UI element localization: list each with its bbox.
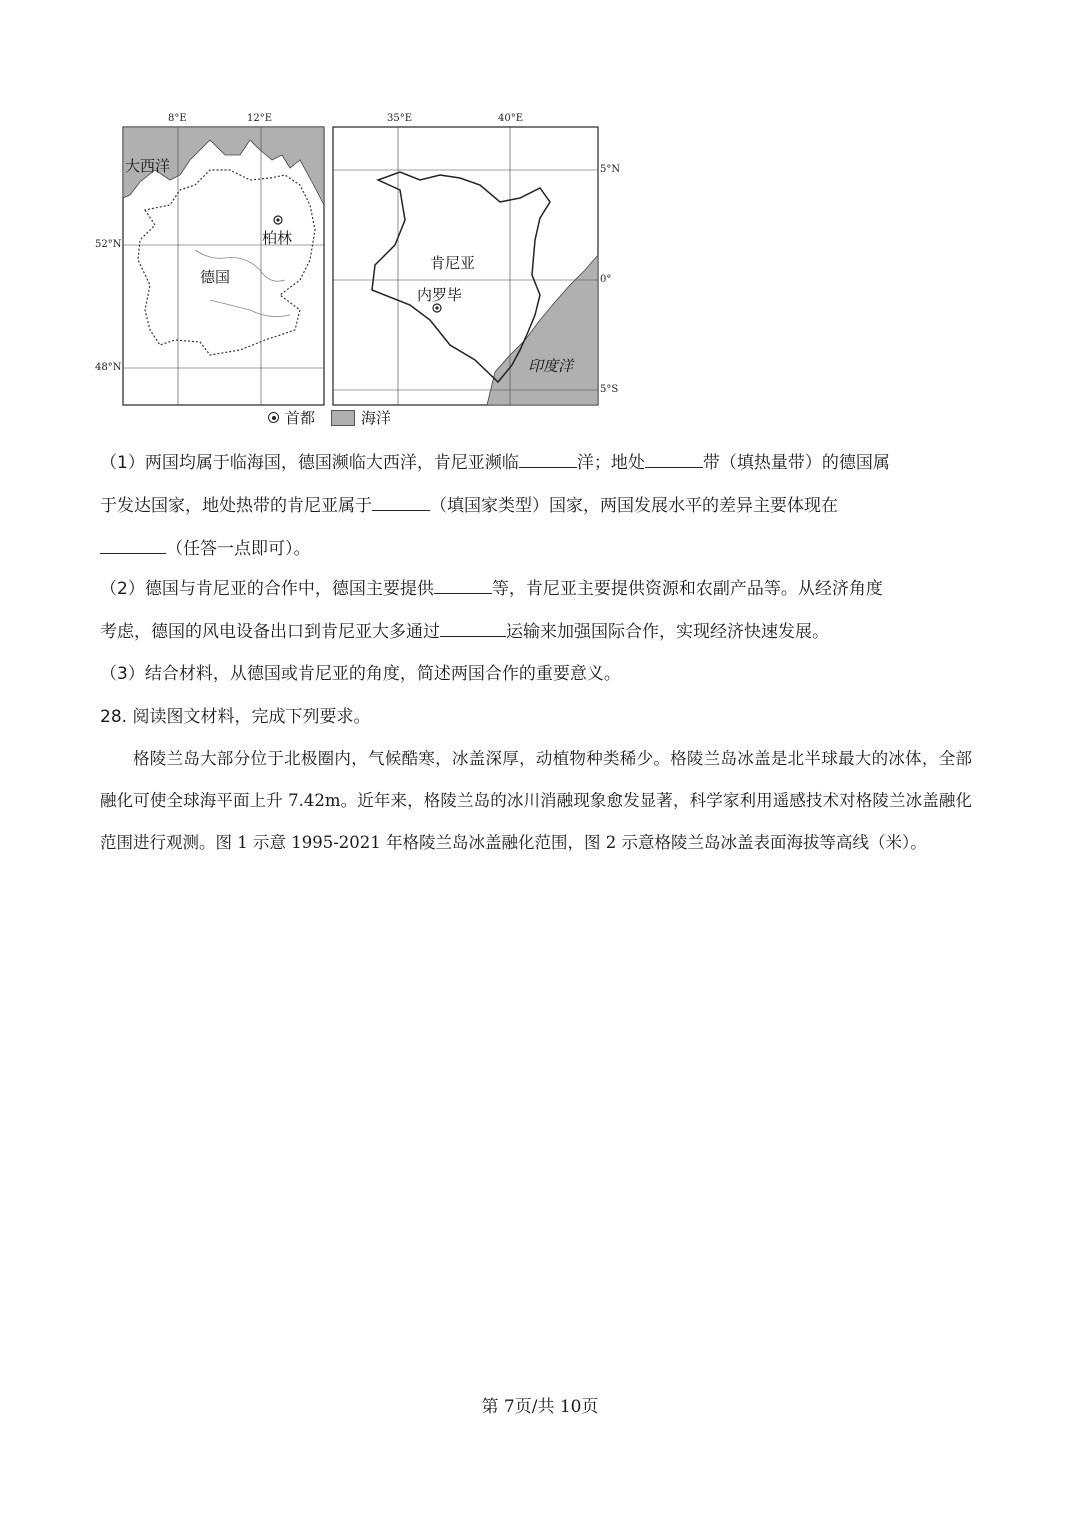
map-figure bbox=[95, 110, 640, 430]
atlantic-label: 大西洋 bbox=[125, 157, 171, 175]
q2-line-2: 考虑，德国的风电设备出口到肯尼亚大多通过 运输来加强国际合作，实现经济快速发展。 bbox=[100, 622, 829, 642]
answer-blank[interactable] bbox=[440, 620, 506, 637]
lat-label-52n: 52°N bbox=[95, 239, 122, 250]
page-footer: 第 7页/共 10页 bbox=[481, 1397, 599, 1417]
lon-label-8e: 8°E bbox=[168, 113, 187, 124]
lon-label-40e: 40°E bbox=[498, 113, 524, 124]
question-2 bbox=[100, 568, 980, 654]
lon-label-12e: 12°E bbox=[247, 113, 273, 124]
ocean-symbol-icon bbox=[331, 410, 355, 426]
answer-blank[interactable] bbox=[645, 451, 703, 468]
lat-label-0: 0° bbox=[600, 274, 612, 285]
germany-label: 德国 bbox=[200, 268, 231, 286]
q2-line-1: （2）德国与肯尼亚的合作中，德国主要提供 等，肯尼亚主要提供资源和农副产品等。从经济角度 bbox=[100, 579, 883, 599]
legend-ocean: 海洋 bbox=[361, 409, 392, 427]
answer-blank[interactable] bbox=[372, 494, 430, 511]
kenya-label: 肯尼亚 bbox=[430, 254, 476, 272]
nairobi-label: 内罗毕 bbox=[417, 286, 463, 304]
q1-line-1: （1）两国均属于临海国，德国濒临大西洋，肯尼亚濒临 洋；地处 带（填热量带）的德国属 bbox=[100, 453, 890, 473]
capital-symbol-icon bbox=[268, 412, 279, 423]
question-3: （3）结合材料，从德国或肯尼亚的角度，简述两国合作的重要意义。 bbox=[100, 664, 621, 684]
question-1 bbox=[100, 442, 980, 571]
question-28-title: 28. 阅读图文材料，完成下列要求。 bbox=[100, 707, 371, 727]
q1-line-2: 于发达国家，地处热带的肯尼亚属于 （填国家类型）国家，两国发展水平的差异主要体现在 bbox=[100, 496, 838, 516]
lat-label-5s: 5°S bbox=[600, 384, 619, 395]
question-28-material: 格陵兰岛大部分位于北极圈内，气候酷寒，冰盖深厚，动植物种类稀少。格陵兰岛冰盖是北半球最大的冰体，全部融化可使全球海平面上升 7.42m。近年来，格陵兰岛的冰川消融现象愈发显著，科学家利用遥感技术对格陵兰冰盖融化范围进行观测。图 1 示意 1995-2021 年格陵兰岛冰盖融化范围，图 2 示意格陵兰岛冰盖表面海拔等高线（米）。 bbox=[100, 749, 972, 852]
answer-blank[interactable] bbox=[519, 451, 577, 468]
answer-blank[interactable] bbox=[434, 577, 492, 594]
indian-ocean-label: 印度洋 bbox=[528, 357, 574, 375]
berlin-label: 柏林 bbox=[262, 229, 293, 247]
answer-blank[interactable] bbox=[100, 537, 166, 554]
map-legend bbox=[268, 407, 391, 428]
maps-svg bbox=[100, 110, 640, 430]
lat-label-48n: 48°N bbox=[95, 362, 122, 373]
q1-line-3: （任答一点即可）。 bbox=[100, 528, 980, 571]
lat-label-5n: 5°N bbox=[600, 164, 621, 175]
lon-label-35e: 35°E bbox=[387, 113, 413, 124]
legend-capital: 首都 bbox=[285, 409, 316, 427]
